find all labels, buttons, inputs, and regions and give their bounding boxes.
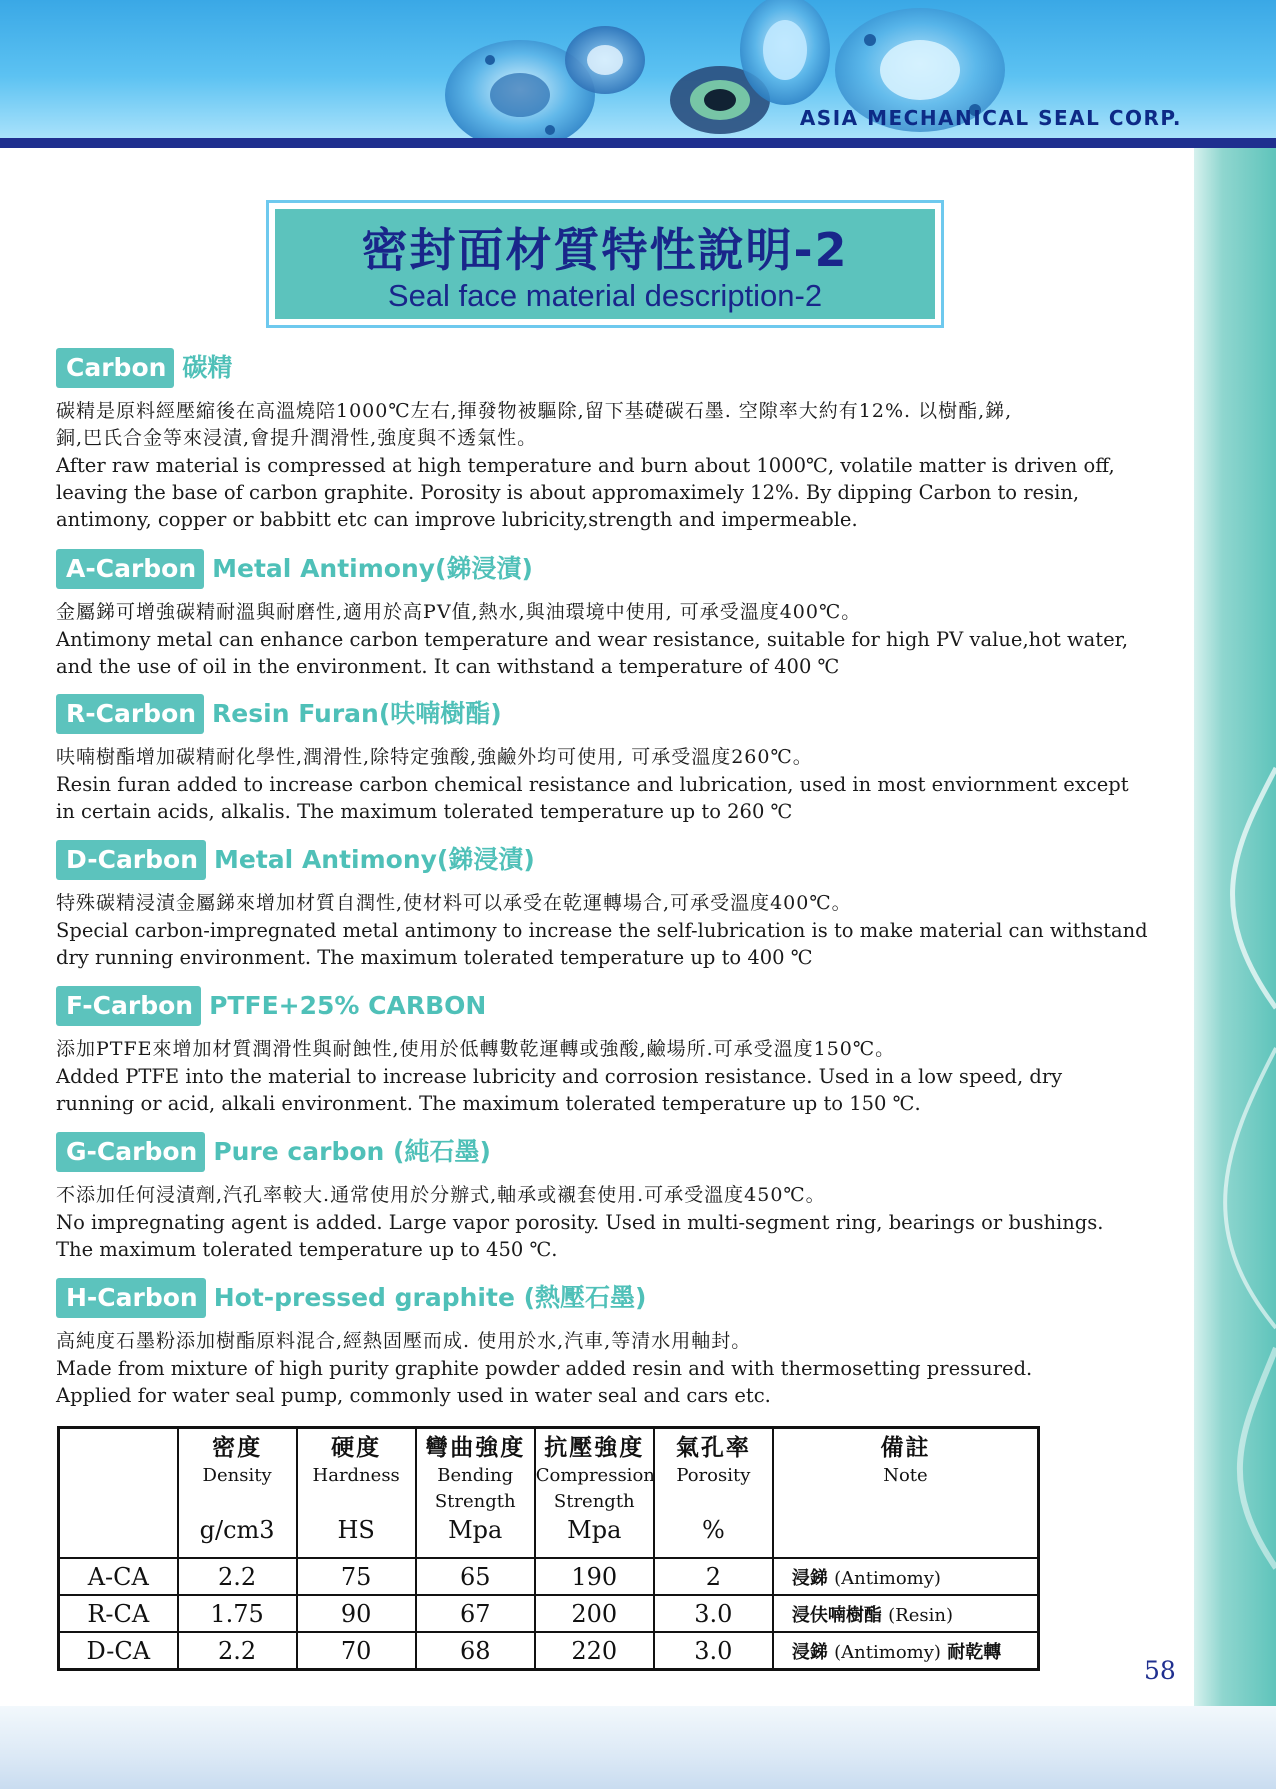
header-cell-bending: 彎曲強度 Bending Strength Mpa: [416, 1428, 535, 1559]
section-heading: [56, 348, 1156, 390]
section-badge: A-Carbon: [56, 549, 204, 589]
section-badge: F-Carbon: [56, 986, 201, 1026]
cell-bending: 67: [416, 1595, 535, 1632]
section-badge: Carbon: [56, 348, 174, 388]
page-title-panel: [275, 209, 935, 319]
cell-hardness: 70: [297, 1632, 416, 1670]
section-text-zh: 呋喃樹酯增加碳精耐化學性,潤滑性,除特定強酸,強鹼外均可使用, 可承受溫度260℃。: [56, 746, 813, 768]
swirl-decoration: [1194, 148, 1276, 1708]
section-r-carbon: [56, 694, 1156, 825]
section-title: Resin Furan(呋喃樹酯): [212, 699, 502, 728]
cell-compression: 220: [535, 1632, 654, 1670]
section-title: PTFE+25% CARBON: [209, 991, 487, 1020]
cell-note: 浸銻 (Antimomy) 耐乾轉: [773, 1632, 1039, 1670]
section-badge: R-Carbon: [56, 694, 204, 734]
section-text-en: Antimony metal can enhance carbon temperature and wear resistance, suitable for high PV value,hot water, and the use of oil in the environment. It can withstand a temperature of 400 ℃: [56, 628, 1129, 678]
cell-note: 浸銻 (Antimomy): [773, 1558, 1039, 1595]
cell-density: 2.2: [178, 1558, 297, 1595]
section-text-en: No impregnating agent is added. Large vapor porosity. Used in multi-segment ring, bearings or bushings. The maximum tolerated temperature up to 450 ℃.: [56, 1211, 1104, 1261]
section-text-zh: 特殊碳精浸漬金屬銻來增加材質自潤性,使材料可以承受在乾運轉場合,可承受溫度400℃。: [56, 892, 852, 914]
section-text-en: Special carbon-impregnated metal antimony to increase the self-lubrication is to make material can withstand dry running environment. The maximum tolerated temperature up to 400 ℃: [56, 919, 1148, 969]
cell-name: R-CA: [59, 1595, 178, 1632]
section-text-zh: 高純度石墨粉添加樹酯原料混合,經熱固壓而成. 使用於水,汽車,等清水用軸封。: [56, 1330, 752, 1352]
page-number: 58: [1144, 1656, 1176, 1685]
cell-density: 1.75: [178, 1595, 297, 1632]
section-text-zh: 添加PTFE來增加材質潤滑性與耐蝕性,使用於低轉數乾運轉或強酸,鹼場所.可承受溫度150℃。: [56, 1038, 896, 1060]
cell-porosity: 3.0: [654, 1595, 773, 1632]
cell-bending: 68: [416, 1632, 535, 1670]
header-banner: [0, 0, 1276, 138]
cell-compression: 200: [535, 1595, 654, 1632]
section-badge: G-Carbon: [56, 1132, 205, 1172]
header-cell-density: 密度 Density g/cm3: [178, 1428, 297, 1559]
section-h-carbon: [56, 1278, 1156, 1409]
page-title-en: Seal face material description-2: [387, 278, 823, 313]
header-cell-hardness: 硬度 Hardness HS: [297, 1428, 416, 1559]
table-row: [59, 1595, 1039, 1632]
section-text-zh: 不添加任何浸漬劑,汽孔率較大.通常使用於分辦式,軸承或襯套使用.可承受溫度450℃。: [56, 1184, 826, 1206]
section-text-en: Resin furan added to increase carbon chemical resistance and lubrication, used in most enviornment except in certain acids, alkalis. The maximum tolerated temperature up to 260 ℃: [56, 773, 1129, 823]
section-g-carbon: [56, 1132, 1156, 1263]
section-heading: [56, 694, 1156, 736]
section-text-en: After raw material is compressed at high temperature and burn about 1000℃, volatile matter is driven off, leaving the base of carbon graphite. Porosity is about appromaximely 12%. By dipping Carbon to resin, antimony, copper or babbitt etc can improve lubricity,strength and impermeable.: [56, 454, 1115, 531]
bottom-decorative-strip: [0, 1706, 1276, 1789]
cell-porosity: 3.0: [654, 1632, 773, 1670]
section-text-zh: 碳精是原料經壓縮後在高溫燒陪1000℃左右,揮發物被驅除,留下基礎碳石墨. 空隙率大約有12%. 以樹酯,銻, 銅,巴氏合金等來浸漬,會提升潤滑性,強度與不透氣性。: [56, 400, 1013, 449]
cell-name: D-CA: [59, 1632, 178, 1670]
section-badge: H-Carbon: [56, 1278, 206, 1318]
section-heading: [56, 840, 1156, 882]
header-cell-note: 備註 Note: [773, 1428, 1039, 1559]
section-text-zh: 金屬銻可增強碳精耐溫與耐磨性,適用於高PV值,熱水,與油環境中使用, 可承受溫度400℃。: [56, 601, 862, 623]
section-title: Metal Antimony(銻浸漬): [212, 554, 533, 583]
section-heading: [56, 549, 1156, 591]
section-title: Hot-pressed graphite (熱壓石墨): [213, 1283, 647, 1312]
section-text-en: Made from mixture of high purity graphite powder added resin and with thermosetting pressured. Applied for water seal pump, commonly used in water seal and cars etc.: [56, 1357, 1033, 1407]
cell-name: A-CA: [59, 1558, 178, 1595]
cell-hardness: 75: [297, 1558, 416, 1595]
header-cell-porosity: 氣孔率 Porosity %: [654, 1428, 773, 1559]
table-row: [59, 1632, 1039, 1670]
section-a-carbon: [56, 549, 1156, 680]
table-header-row: [59, 1428, 1039, 1559]
header-cell-compression: 抗壓強度 Compression Strength Mpa: [535, 1428, 654, 1559]
section-f-carbon: [56, 986, 1156, 1117]
material-properties-table: [57, 1426, 1040, 1671]
section-heading: [56, 1132, 1156, 1174]
section-d-carbon: [56, 840, 1156, 971]
cell-porosity: 2: [654, 1558, 773, 1595]
cell-hardness: 90: [297, 1595, 416, 1632]
page-title-zh: 密封面材質特性說明-2: [361, 223, 849, 277]
page-title-box: [266, 200, 944, 328]
section-heading: [56, 1278, 1156, 1320]
cell-bending: 65: [416, 1558, 535, 1595]
header-divider-bar: [0, 138, 1276, 148]
section-text-en: Added PTFE into the material to increase lubricity and corrosion resistance. Used in a low speed, dry running or acid, alkali environment. The maximum tolerated temperature up to 150 ℃.: [56, 1065, 1063, 1115]
company-name: ASIA MECHANICAL SEAL CORP.: [799, 106, 1182, 130]
right-decorative-strip: [1194, 148, 1276, 1708]
section-title: 碳精: [182, 353, 233, 382]
table-row: [59, 1558, 1039, 1595]
section-title: Metal Antimony(銻浸漬): [214, 845, 535, 874]
section-heading: [56, 986, 1156, 1028]
cell-compression: 190: [535, 1558, 654, 1595]
section-badge: D-Carbon: [56, 840, 206, 880]
cell-density: 2.2: [178, 1632, 297, 1670]
section-carbon: [56, 348, 1156, 533]
cell-note: 浸伕喃樹酯 (Resin): [773, 1595, 1039, 1632]
section-title: Pure carbon (純石墨): [213, 1137, 491, 1166]
header-cell-blank: [59, 1428, 178, 1559]
